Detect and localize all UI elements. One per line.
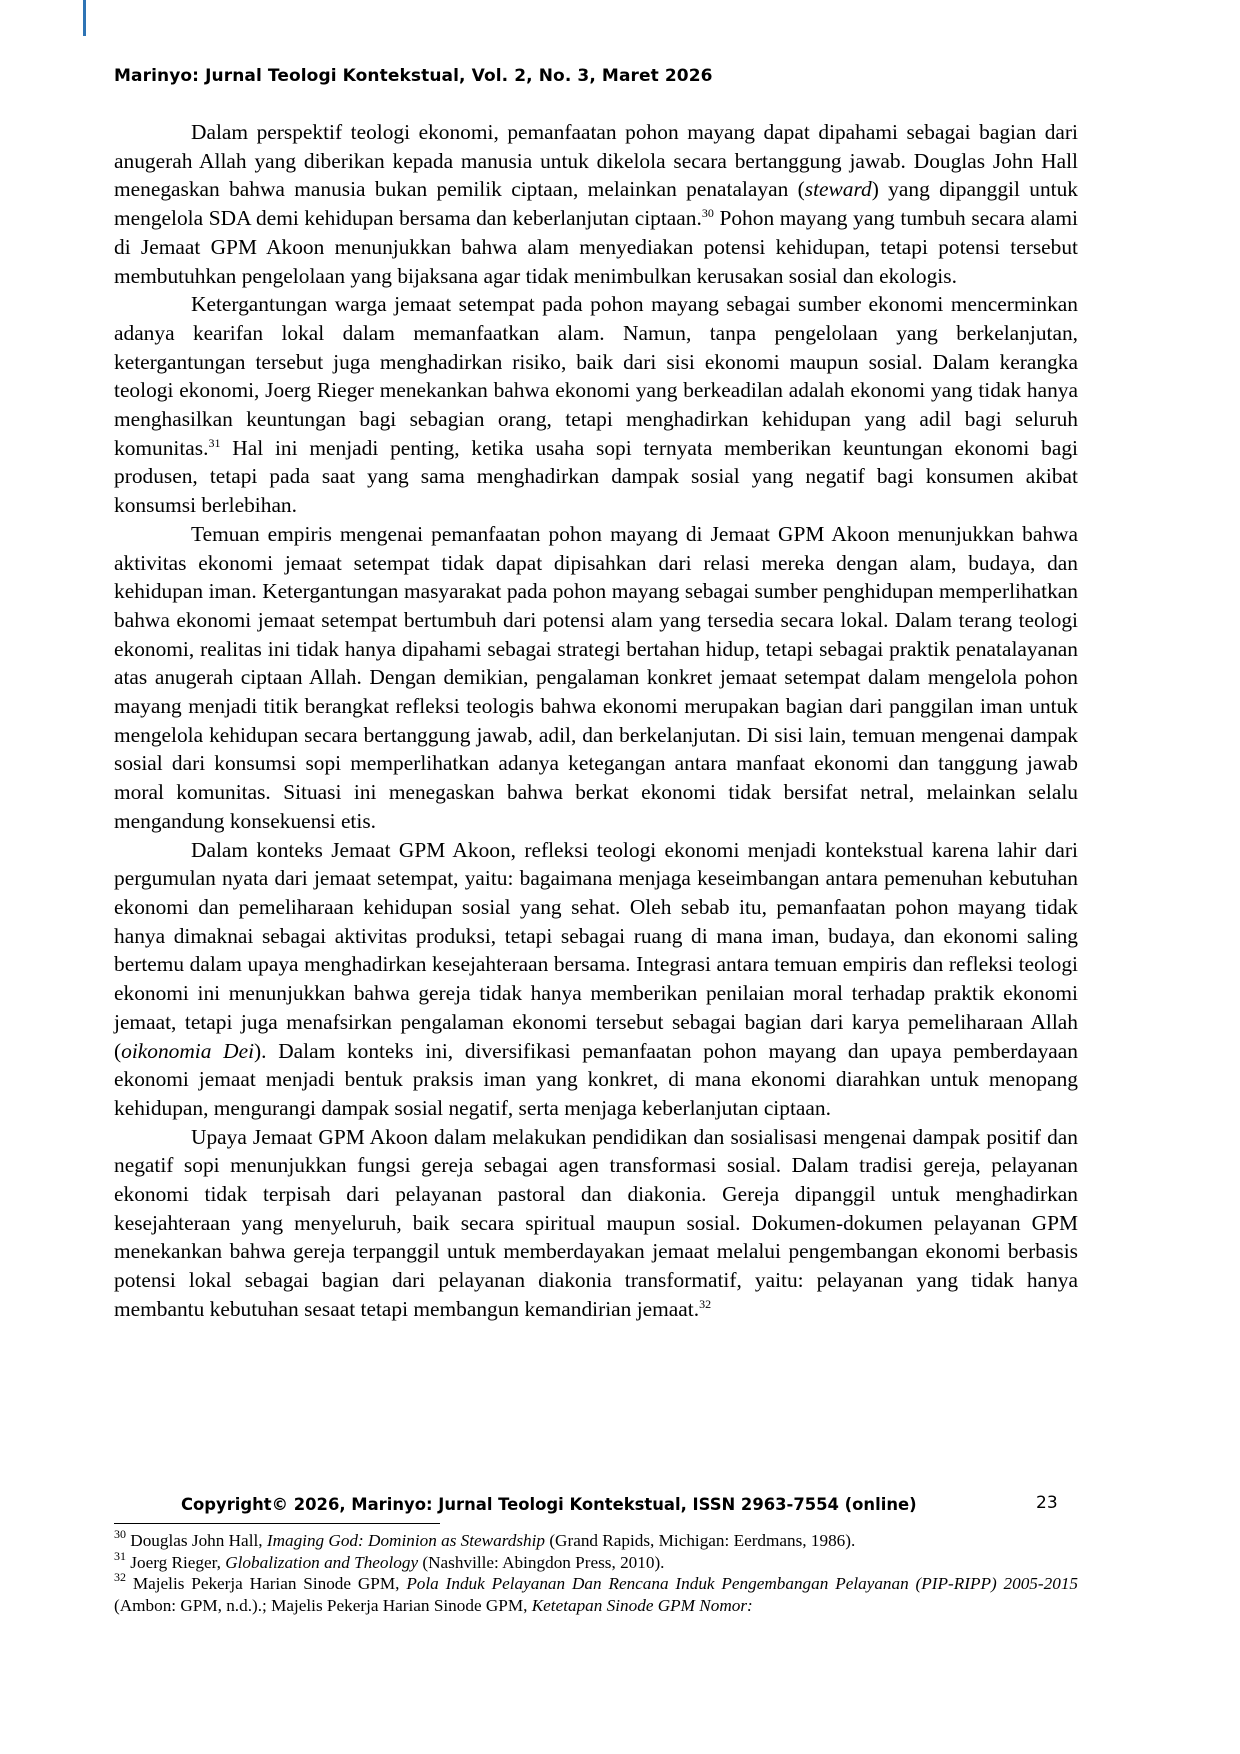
italic-term-oikonomia: oikonomia Dei	[121, 1038, 255, 1063]
footnote-ref-31[interactable]: 31	[208, 435, 221, 450]
page-number: 23	[1036, 1493, 1058, 1513]
paragraph-5: Upaya Jemaat GPM Akoon dalam melakukan pendidikan dan sosialisasi mengenai dampak positif dan negatif sopi menunjukkan fungsi gereja sebagai agen transformasi sosial. Dalam tradisi gereja, pelayanan ekonomi tidak terpisah dari pelayanan pastoral dan diakonia. Gereja dipanggil untuk menghadirkan kesejahteraan yang menyeluruh, baik secara spiritual maupun sosial. Dokumen-dokumen pelayanan GPM menekankan bahwa gereja terpanggil untuk memberdayakan jemaat melalui pengembangan ekonomi berbasis potensi lokal sebagai bagian dari pelayanan diakonia transformatif, yaitu: pelayanan yang tidak hanya membantu kebutuhan sesaat tetapi membangun kemandirian jemaat.$^{32}$	[114, 1124, 1078, 1321]
footnote-ref-32[interactable]: 32	[699, 1296, 712, 1311]
copyright-footer: Copyright© 2026, Marinyo: Jurnal Teologi Kontekstual, ISSN 2963-7554 (online)	[181, 1495, 917, 1514]
article-body	[114, 118, 1078, 1324]
paragraph-3: Temuan empiris mengenai pemanfaatan pohon mayang di Jemaat GPM Akoon menunjukkan bahwa aktivitas ekonomi jemaat setempat tidak dapat dipisahkan dari relasi mereka dengan alam, budaya, dan kehidupan iman. Ketergantungan masyarakat pada pohon mayang sebagai sumber penghidupan memperlihatkan bahwa ekonomi jemaat setempat bertumbuh dari potensi alam yang tersedia secara lokal. Dalam terang teologi ekonomi, realitas ini tidak hanya dipahami sebagai strategi bertahan hidup, tetapi sebagai praktik penatalayanan atas anugerah ciptaan Allah. Dengan demikian, pengalaman konkret jemaat setempat dalam mengelola pohon mayang menjadi titik berangkat refleksi teologis bahwa ekonomi merupakan bagian dari panggilan iman untuk mengelola kehidupan secara bertanggung jawab, adil, dan berkelanjutan. Di sisi lain, temuan mengenai dampak sosial dari konsumsi sopi memperlihatkan adanya ketegangan antara manfaat ekonomi dan tanggung jawab moral komunitas. Situasi ini menegaskan bahwa berkat ekonomi tidak bersifat netral, melainkan selalu mengandung konsekuensi etis.	[114, 521, 1078, 833]
paragraph-2: Ketergantungan warga jemaat setempat pada pohon mayang sebagai sumber ekonomi mencerminkan adanya kearifan lokal dalam memanfaatkan alam. Namun, tanpa pengelolaan yang berkelanjutan, ketergantungan tersebut juga menghadirkan risiko, baik dari sisi ekonomi maupun sosial. Dalam kerangka teologi ekonomi, Joerg Rieger menekankan bahwa ekonomi yang berkeadilan adalah ekonomi yang tidak hanya menghasilkan keuntungan bagi sebagian orang, tetapi menghadirkan kehidupan yang adil bagi seluruh komunitas.$^{31}$ Hal ini menjadi penting, ketika usaha sopi ternyata memberikan keuntungan ekonomi bagi produsen, tetapi pada saat yang sama menghadirkan dampak sosial yang negatif bagi konsumen akibat konsumsi berlebihan.	[114, 292, 1078, 518]
footnotes	[114, 1527, 1079, 1616]
paragraph-4: Dalam konteks Jemaat GPM Akoon, refleksi teologi ekonomi menjadi kontekstual karena lahir dari pergumulan nyata dari jemaat setempat, yaitu: bagaimana menjaga keseimbangan antara pemenuhan kebutuhan ekonomi dan pemeliharaan kehidupan sosial yang sehat. Oleh sebab itu, pemanfaatan pohon mayang tidak hanya dimaknai sebagai aktivitas produksi, tetapi sebagai ruang di mana iman, budaya, dan ekonomi saling bertemu dalam upaya menghadirkan kesejahteraan bersama. Integrasi antara temuan empiris dan refleksi teologi ekonomi ini menunjukkan bahwa gereja tidak hanya memberikan penilaian moral terhadap praktik ekonomi jemaat, tetapi juga menafsirkan pengalaman ekonomi tersebut sebagai bagian dari karya pemeliharaan Allah (oikonomia Dei). Dalam konteks ini, diversifikasi pemanfaatan pohon mayang dan upaya pemberdayaan ekonomi jemaat menjadi bentuk praksis iman yang konkret, di mana ekonomi diarahkan untuk menopang kehidupan, mengurangi dampak sosial negatif, serta menjaga keberlanjutan ciptaan.	[114, 837, 1078, 1120]
footnote-31: $^{31}$ Joerg Rieger, Globalization and Theology (Nashville: Abingdon Press, 2010).	[114, 1548, 665, 1572]
italic-term-steward: steward	[804, 177, 872, 202]
edge-accent-bar	[83, 0, 86, 36]
paragraph-1: Dalam perspektif teologi ekonomi, pemanfaatan pohon mayang dapat dipahami sebagai bagian dari anugerah Allah yang diberikan kepada manusia untuk dikelola secara bertanggung jawab. Douglas John Hall menegaskan bahwa manusia bukan pemilik ciptaan, melainkan penatalayan (steward) yang dipanggil untuk mengelola SDA demi kehidupan bersama dan keberlanjutan ciptaan.$^{30}$ Pohon mayang yang tumbuh secara alami di Jemaat GPM Akoon menunjukkan bahwa alam menyediakan potensi kehidupan, tetapi potensi tersebut membutuhkan pengelolaan yang bijaksana agar tidak menimbulkan kerusakan sosial dan ekologis.	[114, 120, 1078, 288]
footnote-32: $^{32}$ Majelis Pekerja Harian Sinode GPM, Pola Induk Pelayanan Dan Rencana Induk Pengembangan Pelayanan (PIP-RIPP) 2005-2015 (Ambon: GPM, n.d.).; Majelis Pekerja Harian Sinode GPM, Ketetapan Sinode GPM Nomor:	[114, 1570, 1079, 1615]
running-header: Marinyo: Jurnal Teologi Kontekstual, Vol. 2, No. 3, Maret 2026	[114, 66, 713, 86]
footnote-30: $^{30}$ Douglas John Hall, Imaging God: Dominion as Stewardship (Grand Rapids, Michigan: Eerdmans, 1986).	[114, 1527, 856, 1550]
footnote-divider	[114, 1523, 440, 1524]
footnote-ref-30[interactable]: 30	[701, 206, 714, 221]
